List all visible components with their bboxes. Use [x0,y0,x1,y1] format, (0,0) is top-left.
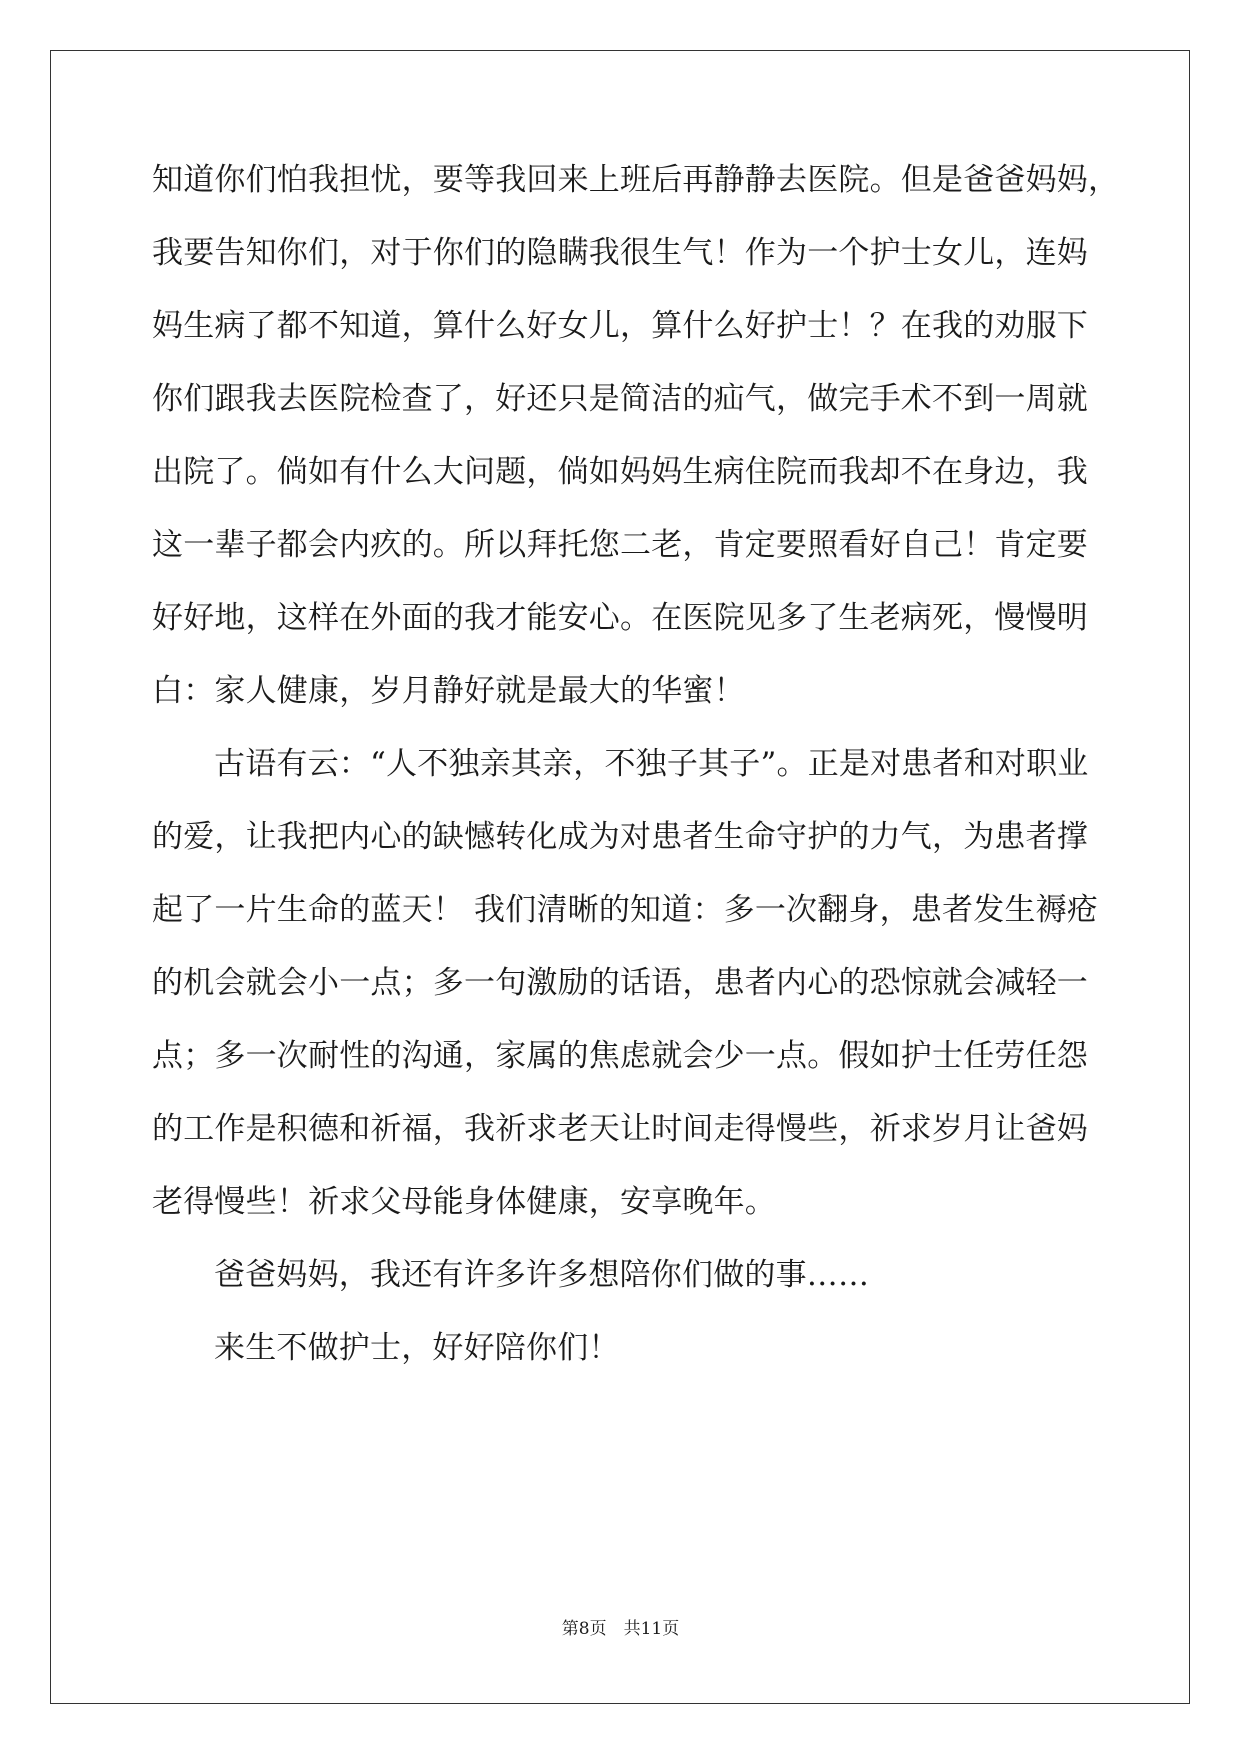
text-line: 的工作是积德和祈福，我祈求老天让时间走得慢些，祈求岁月让爸妈 [152,1111,1088,1147]
text-line: 老得慢些！祈求父母能身体健康，安享晚年。 [152,1184,776,1220]
page-border [50,50,1190,1704]
text-line: 知道你们怕我担忧，要等我回来上班后再静静去医院。但是爸爸妈妈， [152,162,1120,198]
text-line-indented: 古语有云：“人不独亲其亲，不独子其子”。正是对患者和对职业 [214,746,1089,782]
text-line-indented: 来生不做护士，好好陪你们！ [214,1330,620,1366]
text-line: 这一辈子都会内疚的。所以拜托您二老，肯定要照看好自己！肯定要 [152,527,1088,563]
text-line: 我要告知你们，对于你们的隐瞒我很生气！作为一个护士女儿，连妈 [152,235,1088,271]
text-line: 点；多一次耐性的沟通，家属的焦虑就会少一点。假如护士任劳任怨 [152,1038,1088,1074]
text-line: 好好地，这样在外面的我才能安心。在医院见多了生老病死，慢慢明 [152,600,1088,636]
text-line: 出院了。倘如有什么大问题，倘如妈妈生病住院而我却不在身边，我 [152,454,1088,490]
text-line: 起了一片生命的蓝天！ 我们清晰的知道：多一次翻身，患者发生褥疮 [152,892,1099,928]
text-line: 的爱，让我把内心的缺憾转化成为对患者生命守护的力气，为患者撑 [152,819,1088,855]
text-line: 白：家人健康，岁月静好就是最大的华蜜！ [152,673,745,709]
text-line: 妈生病了都不知道，算什么好女儿，算什么好护士！？在我的劝服下 [152,308,1088,344]
text-line-indented: 爸爸妈妈，我还有许多许多想陪你们做的事…… [214,1257,870,1293]
page-footer: 第8页 共11页 [561,1619,680,1639]
text-line: 的机会就会小一点；多一句激励的话语，患者内心的恐惊就会减轻一 [152,965,1088,1001]
text-line: 你们跟我去医院检查了，好还只是简洁的疝气，做完手术不到一周就 [152,381,1088,417]
